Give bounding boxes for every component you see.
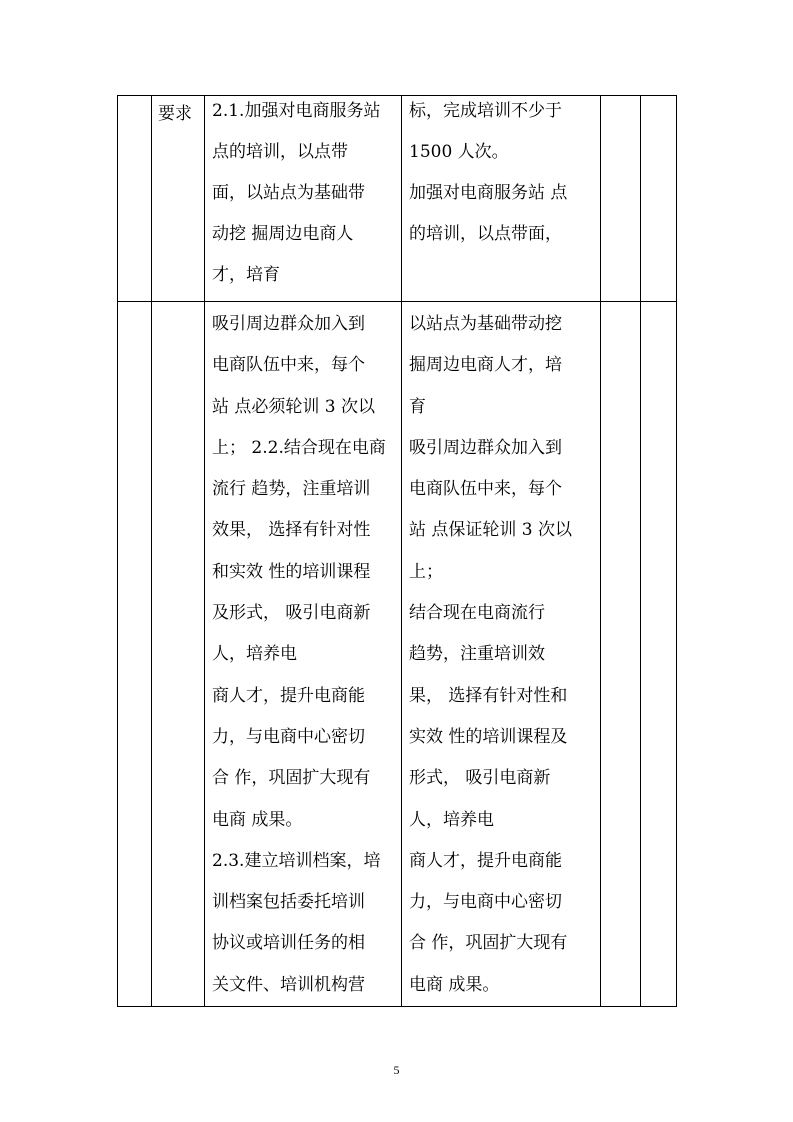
text-line: 结合现在电商流行 <box>409 603 545 624</box>
empty-cell <box>118 302 152 1007</box>
text-line: 效果， 选择有针对性 <box>212 520 371 541</box>
text-line: 吸引周边群众加入到 <box>212 314 365 334</box>
text-line: 果， 选择有针对性和 <box>409 685 568 706</box>
text-line: 以站点为基础带动挖 <box>409 314 562 334</box>
text-line: 商人才，提升电商能 <box>212 685 365 706</box>
text-line: 合 作，巩固扩大现有 <box>212 768 371 789</box>
text-line: 力，与电商中心密切 <box>212 726 365 747</box>
content-cell-right <box>402 302 601 1007</box>
text-line: 商人才，提升电商能 <box>409 850 562 871</box>
empty-cell <box>118 96 152 302</box>
text-line: 电商队伍中来，每个 <box>212 355 365 376</box>
text-line: 加强对电商服务站 点 <box>409 183 568 203</box>
content-cell-left <box>205 302 402 1007</box>
empty-cell <box>601 96 641 302</box>
cell-text <box>402 96 600 260</box>
text-line: 上； 2.2.结合现在电商 <box>212 437 386 458</box>
table-row <box>118 302 677 1007</box>
empty-cell <box>641 302 677 1007</box>
cell-text <box>205 302 401 1006</box>
text-line: 吸引周边群众加入到 <box>409 437 562 458</box>
text-line: 站 点保证轮训 3 次以 <box>409 520 573 541</box>
text-line: 面，以站点为基础带 <box>212 183 365 203</box>
text-line: 及形式， 吸引电商新 <box>212 603 371 624</box>
text-line: 标，完成培训不少于 <box>409 101 562 121</box>
text-line: 流行 趋势，注重培训 <box>212 479 371 500</box>
text-line: 育 <box>409 396 426 417</box>
text-line: 电商 成果。 <box>409 974 500 995</box>
text-line: 的培训，以点带面， <box>409 224 562 244</box>
text-line: 动挖 掘周边电商人 <box>212 224 354 244</box>
requirements-table <box>117 95 677 1007</box>
cell-text <box>402 302 600 1006</box>
text-line: 形式， 吸引电商新 <box>409 768 551 789</box>
text-line: 才，培育 <box>212 265 280 285</box>
text-line: 关文件、培训机构营 <box>212 974 365 995</box>
text-line: 2.3.建立培训档案，培 <box>212 850 381 871</box>
text-line: 电商队伍中来，每个 <box>409 479 562 500</box>
text-line: 2.1.加强对电商服务站 <box>212 101 381 121</box>
page-number: 5 <box>393 1063 400 1077</box>
text-line: 点的培训，以点带 <box>212 142 348 162</box>
text-line: 掘周边电商人才，培 <box>409 355 562 376</box>
content-cell-right <box>402 96 601 302</box>
text-line: 1500 人次。 <box>409 142 509 162</box>
table-row <box>118 96 677 302</box>
content-cell-left <box>205 96 402 302</box>
text-line: 训档案包括委托培训 <box>212 892 365 913</box>
cell-text <box>205 96 401 301</box>
text-line: 电商 成果。 <box>212 809 303 830</box>
text-line: 人，培养电 <box>409 809 494 830</box>
requirement-label <box>152 302 204 306</box>
text-line: 力，与电商中心密切 <box>409 892 562 913</box>
text-line: 实效 性的培训课程及 <box>409 726 568 747</box>
label-cell <box>152 96 205 302</box>
text-line: 趋势，注重培训效 <box>409 644 545 665</box>
text-line: 上； <box>409 561 443 582</box>
text-line: 和实效 性的培训课程 <box>212 561 371 582</box>
empty-cell <box>601 302 641 1007</box>
empty-cell <box>641 96 677 302</box>
text-line: 合 作，巩固扩大现有 <box>409 933 568 954</box>
label-cell <box>152 302 205 1007</box>
requirement-label: 要求 <box>158 104 192 124</box>
text-line: 人，培养电 <box>212 644 297 665</box>
text-line: 协议或培训任务的相 <box>212 933 365 954</box>
text-line: 站 点必须轮训 3 次以 <box>212 396 376 417</box>
